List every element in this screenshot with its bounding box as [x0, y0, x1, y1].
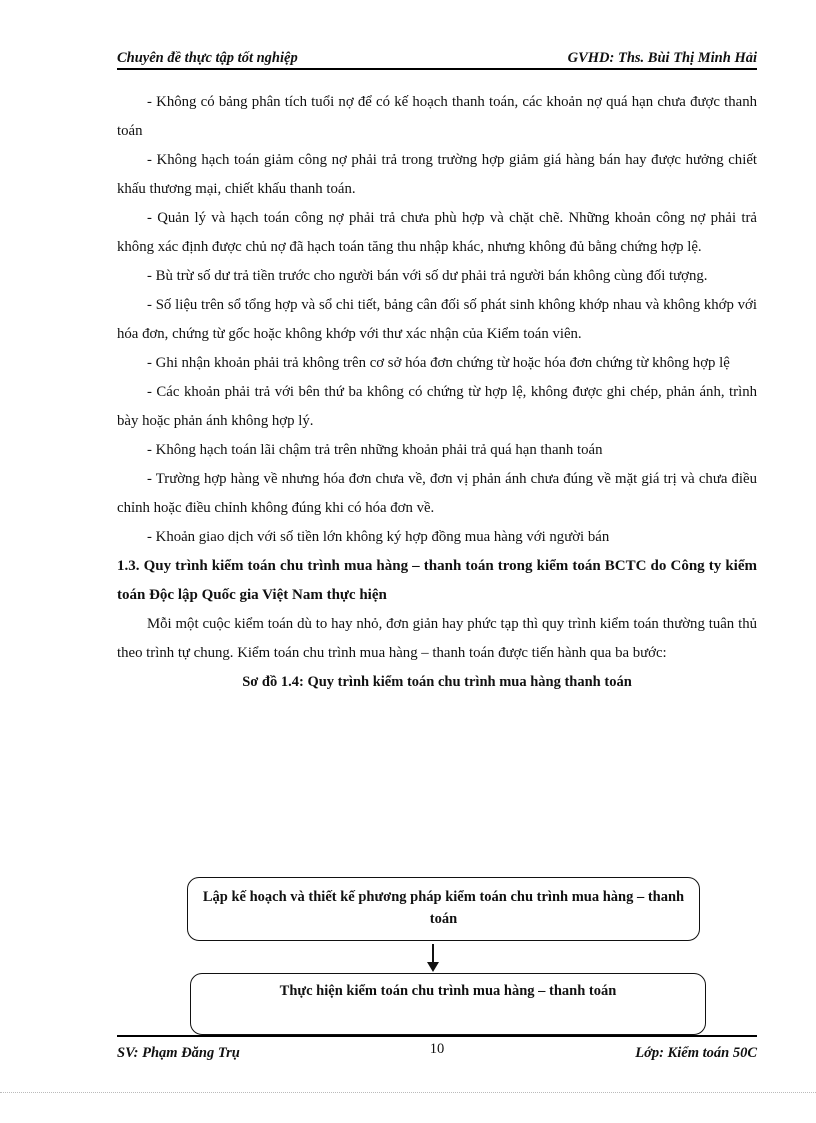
header-supervisor: GVHD: Ths. Bùi Thị Minh Hải	[567, 50, 757, 66]
bullet-paragraph: - Không hạch toán giảm công nợ phải trả trong trường hợp giảm giá hàng bán hay được hưởng chiết khấu thương mại, chiết khấu thanh toán.	[117, 152, 757, 197]
bullet-paragraph: - Số liệu trên sổ tổng hợp và sổ chi tiết, bảng cân đối số phát sinh không khớp nhau và không khớp với hóa đơn, chứng từ gốc hoặc không khớp với thư xác nhận của Kiểm toán viên.	[117, 297, 757, 342]
bullet-paragraph: - Không hạch toán lãi chậm trả trên những khoản phải trả quá hạn thanh toán	[147, 442, 603, 458]
footer-class: Lớp: Kiểm toán 50C	[635, 1045, 757, 1061]
bullet-paragraph: - Quản lý và hạch toán công nợ phải trả chưa phù hợp và chặt chẽ. Những khoản công nợ phải trả không xác định được chủ nợ đã hạch toán tăng thu nhập khác, nhưng không đủ bằng chứng hợp lệ.	[117, 210, 757, 255]
bullet-paragraph: - Ghi nhận khoản phải trả không trên cơ sở hóa đơn chứng từ hoặc hóa đơn chứng từ không hợp lệ	[147, 355, 730, 371]
diagram-step-1: Lập kế hoạch và thiết kế phương pháp kiểm toán chu trình mua hàng – thanh toán	[187, 877, 700, 941]
bullet-paragraph: - Bù trừ số dư trả tiền trước cho người bán với số dư phải trả người bán không cùng đối tượng.	[147, 268, 708, 284]
page-bottom-divider	[0, 1092, 816, 1093]
page-footer	[117, 1035, 757, 1067]
section-paragraph: Mỗi một cuộc kiểm toán dù to hay nhỏ, đơn giản hay phức tạp thì quy trình kiểm toán thường tuân thủ theo trình tự chung. Kiểm toán chu trình mua hàng – thanh toán được tiến hành qua ba bước:	[117, 616, 757, 661]
bullet-paragraph: - Khoản giao dịch với số tiền lớn không ký hợp đồng mua hàng với người bán	[147, 529, 610, 545]
document-body	[117, 88, 757, 697]
page-number: 10	[429, 1041, 445, 1057]
section-heading: 1.3. Quy trình kiểm toán chu trình mua hàng – thanh toán trong kiểm toán BCTC do Công ty kiểm toán Độc lập Quốc gia Việt Nam thực hiện	[117, 558, 757, 603]
arrow-down-icon	[427, 962, 439, 972]
page-header	[117, 46, 757, 70]
footer-student: SV: Phạm Đăng Trụ	[117, 1045, 240, 1061]
bullet-paragraph: - Không có bảng phân tích tuổi nợ để có kế hoạch thanh toán, các khoản nợ quá hạn chưa được thanh toán	[117, 94, 757, 139]
bullet-paragraph: - Các khoản phải trả với bên thứ ba không có chứng từ hợp lệ, không được ghi chép, phản ánh, trình bày hoặc phản ánh không hợp lý.	[117, 384, 757, 429]
header-title: Chuyên đề thực tập tốt nghiệp	[117, 50, 298, 66]
bullet-paragraph: - Trường hợp hàng về nhưng hóa đơn chưa về, đơn vị phản ánh chưa đúng về mặt giá trị và chưa điều chỉnh hoặc điều chỉnh không đúng khi có hóa đơn về.	[117, 471, 757, 516]
diagram-caption: Sơ đồ 1.4: Quy trình kiểm toán chu trình mua hàng thanh toán	[242, 674, 632, 690]
diagram-step-2: Thực hiện kiểm toán chu trình mua hàng – thanh toán	[190, 973, 706, 1035]
